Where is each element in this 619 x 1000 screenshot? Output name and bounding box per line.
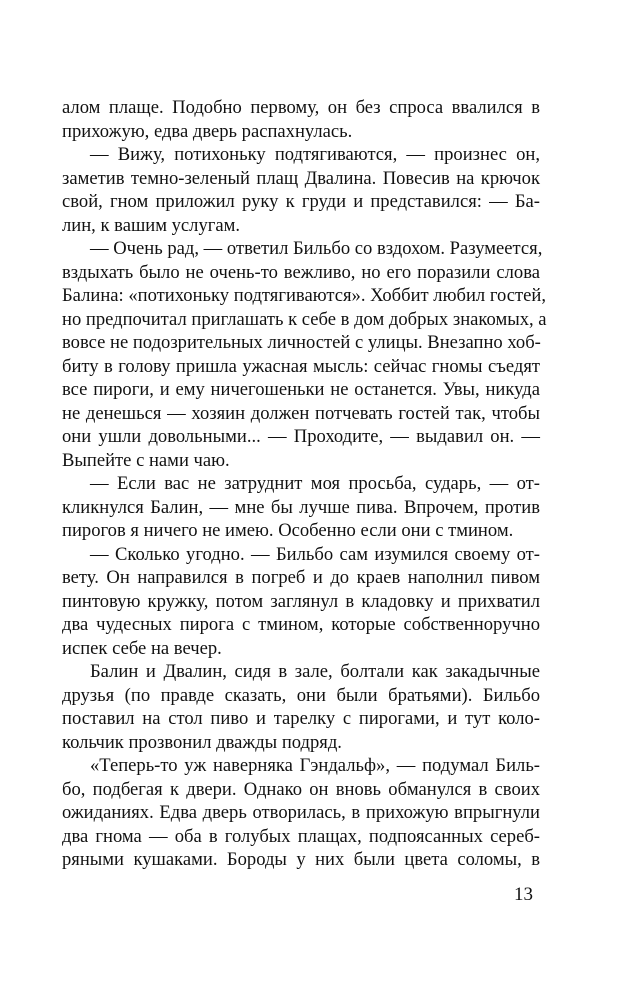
- text-line: пинтовую кружку, потом заглянул в кладовку и прихватил: [62, 590, 540, 612]
- text-line: — Сколько угодно. — Бильбо сам изумился своему от-: [90, 543, 540, 565]
- text-line: бо, подбегая к двери. Однако он вновь обманулся в своих: [62, 778, 540, 800]
- page-number: 13: [514, 884, 533, 905]
- text-line: Выпейте с нами чаю.: [62, 449, 230, 471]
- text-line: биту в голову пришла ужасная мысль: сейчас гномы съедят: [62, 355, 540, 377]
- text-line: — Вижу, потихоньку подтягиваются, — произнес он,: [90, 144, 540, 165]
- text-line: ожиданиях. Едва дверь отворилась, в прихожую впрыгнули: [62, 802, 540, 823]
- text-line: пирогов я ничего не имею. Особенно если они с тмином.: [62, 520, 514, 541]
- text-line: испек себе на вечер.: [62, 637, 222, 659]
- text-line: вовсе не подозрительных личностей с улицы. Внезапно хоб-: [62, 332, 541, 353]
- text-line: алом плаще. Подобно первому, он без спроса ввалился в: [62, 97, 540, 118]
- text-line: — Очень рад, — ответил Бильбо со вздохом. Разумеется,: [90, 238, 543, 259]
- text-line: все пироги, и ему ничегошеньки не останется. Увы, никуда: [62, 379, 540, 400]
- text-line: друзья (по правде сказать, они были братьями). Бильбо: [62, 684, 540, 706]
- text-line: два чудесных пирога с тмином, которые собственноручно: [62, 614, 540, 635]
- text-line: два гнома — оба в голубых плащах, подпоясанных сереб-: [62, 825, 540, 847]
- text-line: лин, к вашим услугам.: [62, 214, 241, 236]
- text-line: свой, гном приложил руку к груди и представился: — Ба-: [62, 191, 540, 212]
- text-line: они ушли довольными... — Проходите, — выдавил он. —: [62, 426, 540, 447]
- text-line: заметив темно-зеленый плащ Двалина. Повесив на крючок: [62, 167, 540, 189]
- text-line: «Теперь-то уж наверняка Гэндальф», — подумал Биль-: [90, 755, 540, 776]
- text-line: Балина: «потихоньку подтягиваются». Хоббит любил гостей,: [62, 285, 546, 306]
- text-line: кликнулся Балин, — мне бы лучше пива. Впрочем, против: [62, 496, 540, 518]
- text-line: вету. Он направился в погреб и до краев наполнил пивом: [62, 567, 540, 588]
- body-text: [62, 96, 547, 872]
- text-line: ряными кушаками. Бороды у них были цвета соломы, в: [62, 849, 540, 870]
- text-line: — Если вас не затруднит моя просьба, сударь, — от-: [90, 473, 540, 494]
- text-line: прихожую, едва дверь распахнулась.: [62, 120, 353, 142]
- text-line: но предпочитал приглашать к себе в дом добрых знакомых, а: [62, 308, 547, 330]
- text-line: Балин и Двалин, сидя в зале, болтали как закадычные: [90, 661, 540, 682]
- text-line: не денешься — хозяин должен потчевать гостей так, чтобы: [62, 402, 540, 424]
- text-line: кольчик прозвонил дважды подряд.: [62, 731, 342, 753]
- text-line: поставил на стол пиво и тарелку с пирогами, и тут коло-: [62, 708, 540, 729]
- text-line: вздыхать было не очень-то вежливо, но его поразили слова: [62, 261, 540, 283]
